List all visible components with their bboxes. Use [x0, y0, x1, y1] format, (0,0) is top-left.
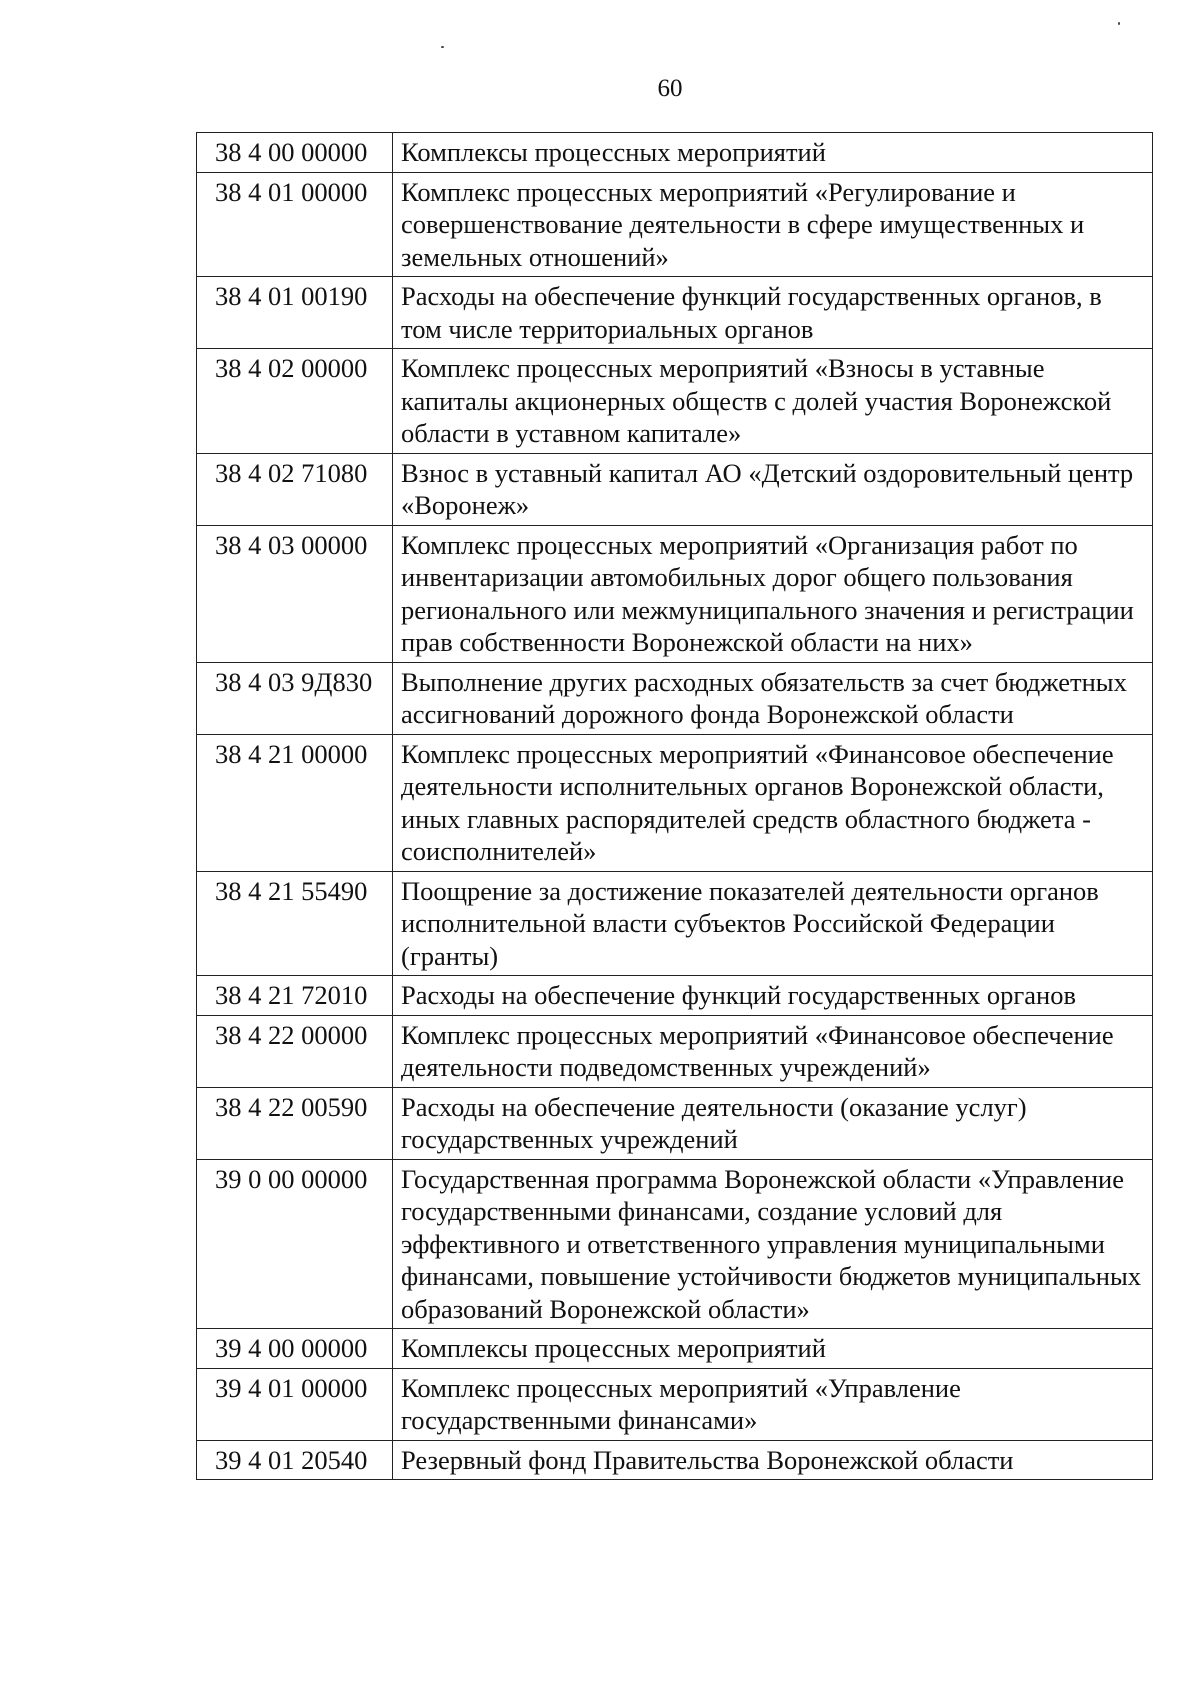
table-row [197, 871, 1153, 976]
table-row [197, 1440, 1153, 1480]
row-code: 39 4 00 00000 [197, 1329, 393, 1369]
table-row [197, 1329, 1153, 1369]
row-name: Расходы на обеспечение функций государственных органов, в том числе территориальных органов [393, 277, 1153, 349]
table-row [197, 453, 1153, 525]
scan-speck [441, 46, 444, 48]
table-row [197, 976, 1153, 1016]
row-code: 39 4 01 00000 [197, 1368, 393, 1440]
row-name: Комплекс процессных мероприятий «Взносы в уставные капиталы акционерных обществ с долей участия Воронежской области в уставном капитале» [393, 349, 1153, 454]
row-name: Комплекс процессных мероприятий «Финансовое обеспечение деятельности подведомственных учреждений» [393, 1015, 1153, 1087]
table-row [197, 277, 1153, 349]
row-name: Комплекс процессных мероприятий «Управление государственными финансами» [393, 1368, 1153, 1440]
row-name: Расходы на обеспечение функций государственных органов [393, 976, 1153, 1016]
scan-speck [1118, 22, 1120, 25]
table-row [197, 1015, 1153, 1087]
table-row [197, 349, 1153, 454]
table-row [197, 1159, 1153, 1329]
row-code: 39 0 00 00000 [197, 1159, 393, 1329]
row-code: 38 4 02 00000 [197, 349, 393, 454]
row-code: 38 4 22 00000 [197, 1015, 393, 1087]
table-row [197, 172, 1153, 277]
row-name: Комплексы процессных мероприятий [393, 1329, 1153, 1369]
row-name: Государственная программа Воронежской области «Управление государственными финансами, создание условий для эффективного и ответственного управления муниципальными финансами, повышение устойчивости бюджетов муниципальных образований Воронежской области» [393, 1159, 1153, 1329]
page-number: 60 [657, 75, 683, 102]
row-code: 38 4 22 00590 [197, 1087, 393, 1159]
row-name: Резервный фонд Правительства Воронежской области [393, 1440, 1153, 1480]
row-code: 38 4 03 00000 [197, 525, 393, 662]
row-code: 38 4 01 00000 [197, 172, 393, 277]
row-code: 38 4 02 71080 [197, 453, 393, 525]
row-code: 38 4 21 00000 [197, 734, 393, 871]
table-row [197, 1087, 1153, 1159]
row-name: Комплексы процессных мероприятий [393, 133, 1153, 173]
row-name: Выполнение других расходных обязательств за счет бюджетных ассигнований дорожного фонда Воронежской области [393, 662, 1153, 734]
table-row [197, 133, 1153, 173]
budget-code-table [196, 132, 1153, 1480]
row-code: 38 4 01 00190 [197, 277, 393, 349]
row-name: Комплекс процессных мероприятий «Организация работ по инвентаризации автомобильных дорог общего пользования регионального или межмуниципального значения и регистрации прав собственности Воронежской области на них» [393, 525, 1153, 662]
row-code: 38 4 00 00000 [197, 133, 393, 173]
row-code: 38 4 21 72010 [197, 976, 393, 1016]
table-row [197, 1368, 1153, 1440]
row-name: Расходы на обеспечение деятельности (оказание услуг) государственных учреждений [393, 1087, 1153, 1159]
table-row [197, 734, 1153, 871]
row-code: 39 4 01 20540 [197, 1440, 393, 1480]
row-name: Взнос в уставный капитал АО «Детский оздоровительный центр «Воронеж» [393, 453, 1153, 525]
table-row [197, 525, 1153, 662]
row-name: Комплекс процессных мероприятий «Регулирование и совершенствование деятельности в сфере имущественных и земельных отношений» [393, 172, 1153, 277]
table-body [197, 133, 1153, 1480]
row-code: 38 4 21 55490 [197, 871, 393, 976]
table-row [197, 662, 1153, 734]
row-code: 38 4 03 9Д830 [197, 662, 393, 734]
row-name: Поощрение за достижение показателей деятельности органов исполнительной власти субъектов Российской Федерации (гранты) [393, 871, 1153, 976]
row-name: Комплекс процессных мероприятий «Финансовое обеспечение деятельности исполнительных органов Воронежской области, иных главных распорядителей средств областного бюджета - соисполнителей» [393, 734, 1153, 871]
